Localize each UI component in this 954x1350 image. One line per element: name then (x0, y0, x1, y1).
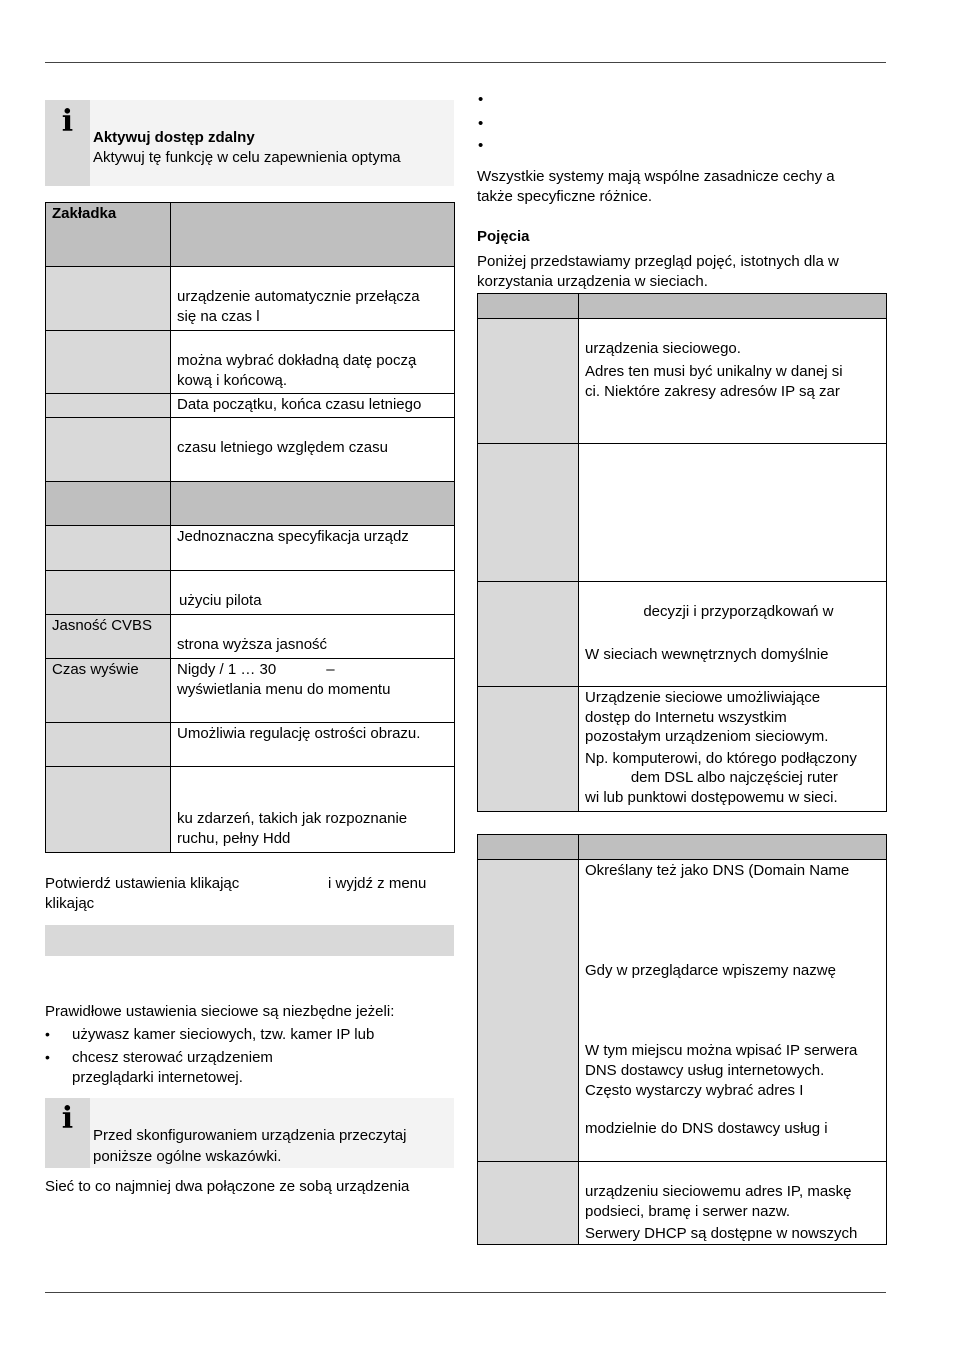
network-intro: Prawidłowe ustawienia sieciowe są niezbędne jeżeli: (45, 1003, 395, 1020)
terms-intro-2: korzystania urządzenia w sieciach. (477, 273, 708, 290)
list-item-continuation: przeglądarki internetowej. (72, 1069, 243, 1086)
info-box-remote-access (45, 100, 454, 186)
terms-table-2 (477, 834, 887, 1245)
confirm-text-2: i wyjdź z menu (328, 875, 427, 892)
table-row: użyciu pilota (46, 571, 455, 615)
bullet-icon: • (45, 1026, 50, 1042)
table-row (478, 444, 887, 582)
confirm-text-3: klikając (45, 895, 95, 912)
bullet-icon: • (478, 91, 484, 108)
info-text: Aktywuj tę funkcję w celu zapewnienia optyma (93, 149, 401, 166)
top-rule (45, 62, 886, 63)
table-header-desc (171, 203, 455, 267)
table-row: Umożliwia regulację ostrości obrazu. (46, 723, 455, 767)
table-row: Jednoznaczna specyfikacja urządz (46, 526, 455, 571)
table-row: Czas wyświe Nigdy / 1 … 30 – wyświetlania menu do momentu (46, 659, 455, 723)
terms-table-1 (477, 293, 887, 812)
table-header (478, 294, 887, 319)
info-title: Aktywuj dostęp zdalny (93, 129, 255, 146)
settings-table (45, 202, 455, 853)
table-header (478, 835, 887, 860)
table-row: można wybrać dokładną datę pocza̧ kową i końcową. (46, 331, 455, 394)
bullet-icon: • (478, 137, 484, 154)
section-heading-bar (45, 925, 454, 956)
info-icon: i (61, 104, 74, 139)
systems-text-1: Wszystkie systemy mają wspólne zasadnicze cechy a (477, 168, 835, 185)
table-row: ku zdarzeń, takich jak rozpoznanie ruchu, pełny Hdd (46, 767, 455, 853)
confirm-text-1: Potwierdź ustawienia klikając (45, 875, 240, 892)
terms-heading: Pojęcia (477, 228, 530, 245)
systems-text-2: także specyficzne różnice. (477, 188, 653, 205)
table-row: decyzji i przyporządkowań w W sieciach wewnętrznych domyślnie (478, 582, 887, 687)
table-row: Określany też jako DNS (Domain Name Gdy w przeglądarce wpiszemy nazwę W tym miejscu można wpisać IP serwera DNS dostawcy usług internetowych. Często wystarczy wybrać adres I modzielnie do DNS dostawcy usług i (478, 860, 887, 1162)
table-header-tab: Zakładka (46, 203, 171, 267)
bottom-rule (45, 1292, 886, 1293)
terms-intro-1: Poniżej przedstawiamy przegląd pojęć, istotnych dla w (477, 253, 839, 270)
table-row: Jasność CVBS strona wyższa jasność (46, 615, 455, 659)
table-row: czasu letniego względem czasu (46, 418, 455, 482)
table-row: Data początku, końca czasu letniego (46, 394, 455, 418)
bullet-icon: • (45, 1049, 50, 1065)
table-row: urządzeniu sieciowemu adres IP, maskę podsieci, bramę i serwer nazw. Serwery DHCP są dostępne w nowszych (478, 1162, 887, 1245)
table-section-header (46, 482, 455, 526)
network-definition: Sieć to co najmniej dwa połączone ze sobą urządzenia (45, 1178, 410, 1195)
bullet-icon: • (478, 115, 484, 132)
info-box-network: i Przed skonfigurowaniem urządzenia przeczytaj poniższe ogólne wskazówki. (45, 1098, 454, 1168)
table-row: Urządzenie sieciowe umożliwiające dostęp do Internetu wszystkim pozostałym urządzeniom sieciowym. Np. komputerowi, do którego podłączony dem DSL albo najczęściej ruter wi lub punktowi dostępowemu w sieci. (478, 687, 887, 812)
table-row: urządzenie automatycznie przełącza się na czas l (46, 267, 455, 331)
table-row: urządzenia sieciowego. Adres ten musi być unikalny w danej si ci. Niektóre zakresy adresów IP są zar (478, 319, 887, 444)
info-icon: i (61, 1101, 74, 1136)
